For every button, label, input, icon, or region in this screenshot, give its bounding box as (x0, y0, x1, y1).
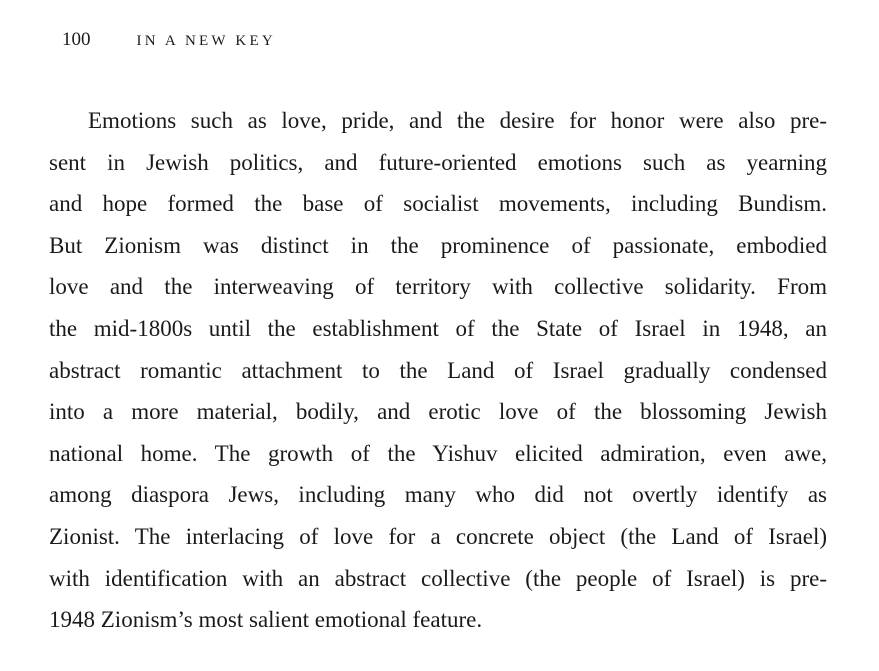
paragraph-line: But Zionism was distinct in the prominence of passionate, embodied (49, 232, 827, 258)
running-head (62, 28, 276, 53)
paragraph-line: and hope formed the base of socialist movements, including Bundism. (49, 191, 827, 217)
paragraph-line: into a more material, bodily, and erotic love of the blossoming Jewish (49, 399, 827, 425)
paragraph-line: abstract romantic attachment to the Land of Israel gradually condensed (49, 357, 827, 383)
paragraph-line: sent in Jewish politics, and future-oriented emotions such as yearning (49, 149, 827, 175)
running-title: IN A NEW KEY (136, 33, 276, 49)
paragraph-line: with identification with an abstract collective (the people of Israel) is pre- (49, 565, 827, 591)
paragraph-line: Zionist. The interlacing of love for a concrete object (the Land of Israel) (49, 523, 827, 549)
paragraph-line: 1948 Zionism’s most salient emotional feature. (49, 607, 483, 633)
paragraph-line: Emotions such as love, pride, and the desire for honor were also pre- (88, 108, 827, 133)
paragraph-line: national home. The growth of the Yishuv elicited admiration, even awe, (49, 440, 827, 466)
paragraph-line: the mid-1800s until the establishment of the State of Israel in 1948, an (49, 315, 827, 341)
paragraph-line: love and the interweaving of territory with collective solidarity. From (49, 274, 827, 300)
paragraph (49, 100, 827, 641)
paragraph-line: among diaspora Jews, including many who did not overtly identify as (49, 482, 827, 508)
page-number: 100 (62, 29, 91, 50)
